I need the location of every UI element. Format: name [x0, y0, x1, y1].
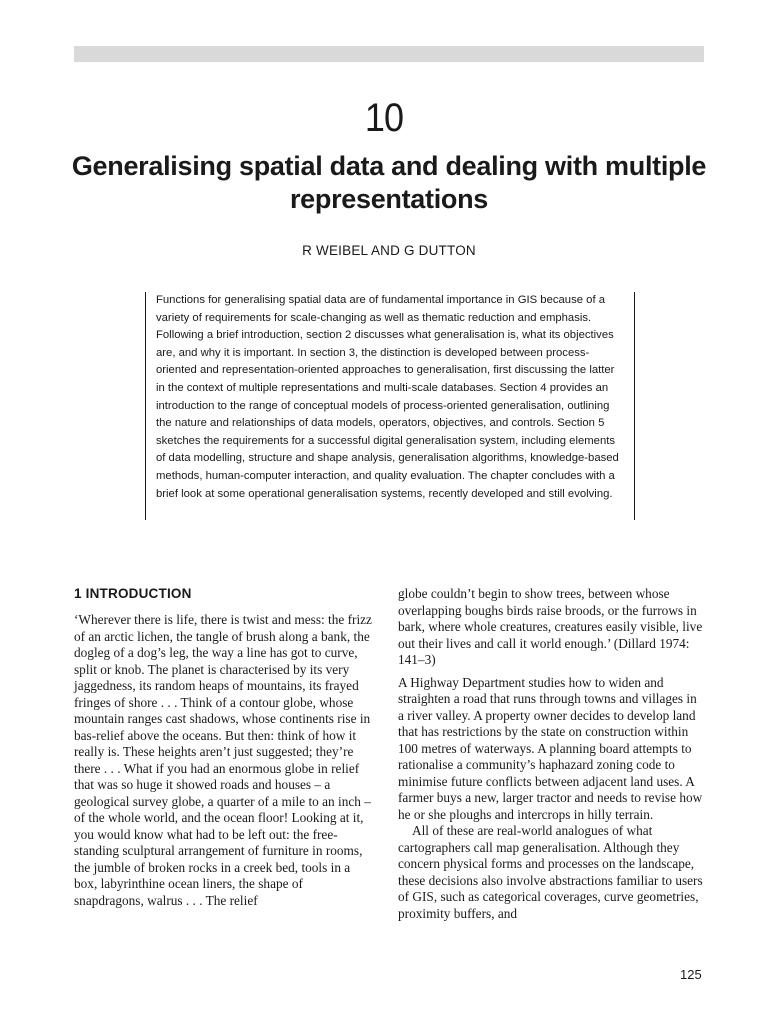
- chapter-authors: R WEIBEL AND G DUTTON: [302, 243, 476, 258]
- right-column: [398, 586, 704, 922]
- body-paragraph: A Highway Department studies how to widen and straighten a road that runs through towns and villages in a river valley. A property owner decides to develop land that has restrictions by the state on construction within 100 metres of waterways. A planning board attempts to rationalise a community’s haphazard zoning code to minimise future conflicts between adjacent land uses. A farmer buys a new, larger tractor and needs to revise how he or she ploughs and intercrops in hilly terrain.: [398, 674, 703, 822]
- header-rule: [74, 46, 704, 62]
- chapter-title: Generalising spatial data and dealing with multiple representations: [71, 151, 707, 214]
- quote-continuation: globe couldn’t begin to show trees, between whose overlapping boughs birds raise broods, or the furrows in bark, where whole creatures, creatures easily visible, live out their lives and call it world enough.’ (Dillard 1974: 141–3): [398, 586, 703, 667]
- abstract-box: [145, 292, 635, 520]
- page-number: 125: [680, 967, 702, 982]
- left-column: [74, 586, 374, 909]
- body-paragraph: All of these are real-world analogues of what cartographers call map generalisation. Although they concern physical forms and processes on the landscape, these decisions also involve abstractions familiar to users of GIS, such as categorical coverages, curve geometries, proximity buffers, and: [398, 823, 703, 921]
- section-heading: 1 INTRODUCTION: [74, 586, 192, 601]
- chapter-number: 10: [364, 96, 404, 140]
- abstract-text: Functions for generalising spatial data are of fundamental importance in GIS because of a variety of requirements for scale-changing as well as thematic reduction and emphasis. Following a brief introduction, section 2 discusses what generalisation is, what its objectives are, and why it is important. In section 3, the distinction is developed between process-oriented and representation-oriented approaches to generalisation, first discussing the latter in the context of multiple representations and multi-scale databases. Section 4 provides an introduction to the range of conceptual models of process-oriented generalisation, outlining the nature and relationships of data models, operators, objectives, and controls. Section 5 sketches the requirements for a successful digital generalisation system, including elements of data modelling, structure and shape analysis, generalisation algorithms, knowledge-based methods, human-computer interaction, and quality evaluation. The chapter concludes with a brief look at some operational generalisation systems, recently developed and still evolving.: [156, 294, 619, 500]
- opening-quote: ‘Wherever there is life, there is twist and mess: the frizz of an arctic lichen, the tangle of brush along a bank, the dogleg of a dog’s leg, the way a line has got to curve, split or knob. The planet is characterised by its very jaggedness, its random heaps of mountains, its frayed fringes of shore . . . Think of a contour globe, whose mountain ranges cast shadows, whose continents rise in bas-relief above the oceans. But then: think of how it really is. These heights aren’t just suggested; they’re there . . . What if you had an enormous globe in relief that was so huge it showed roads and houses – a geological survey globe, a quarter of a mile to an inch – of the whole world, and the ocean floor! Looking at it, you would know what had to be left out: the free-standing sculptural arrangement of furniture in rooms, the jumble of broken rocks in a creek bed, tools in a box, labyrinthine ocean liners, the shape of snapdragons, walrus . . . The relief: [74, 612, 372, 908]
